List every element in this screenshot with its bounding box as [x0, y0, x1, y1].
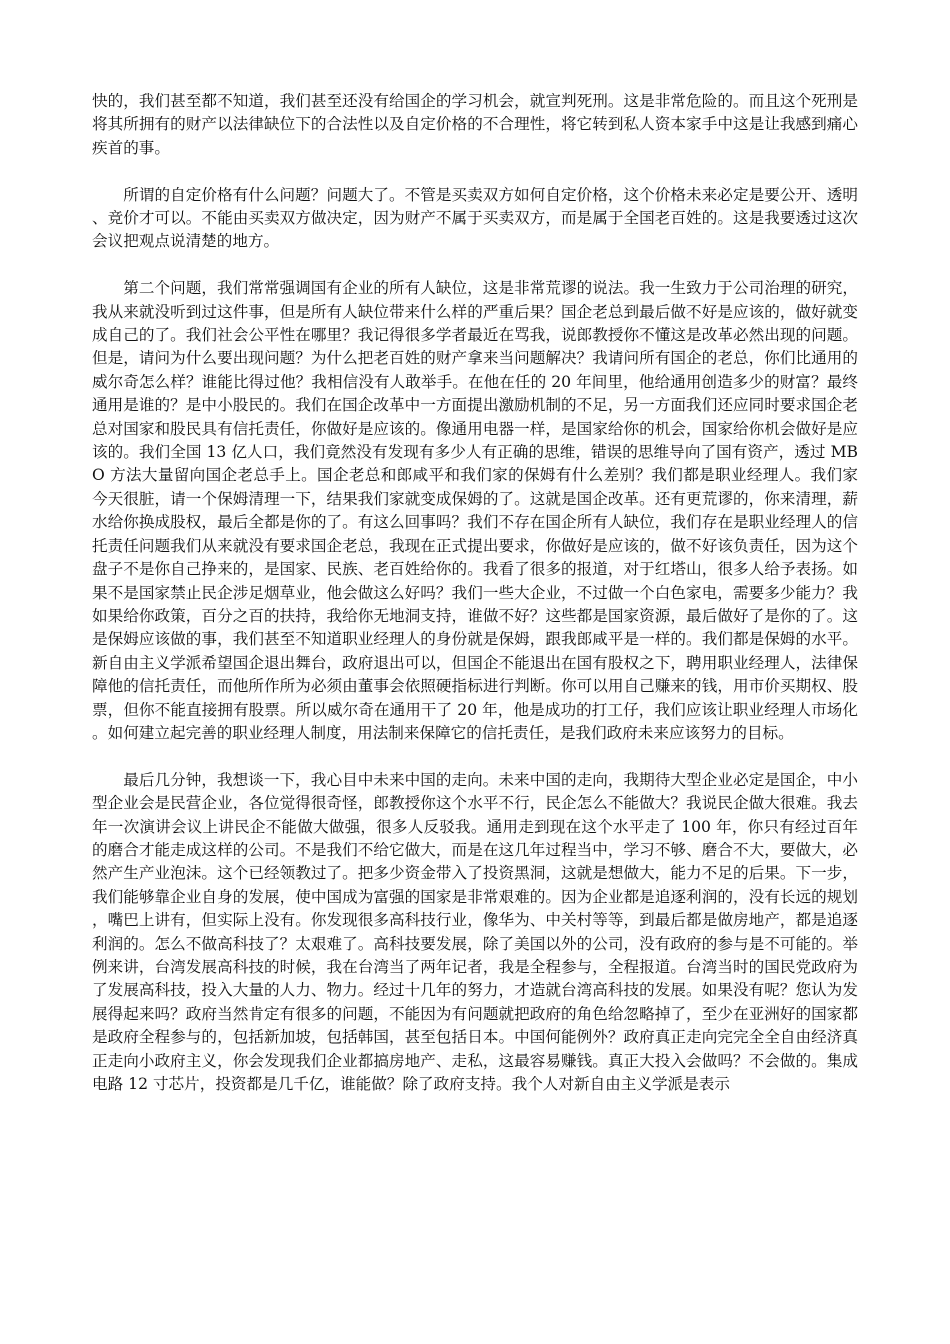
paragraph-1: 快的，我们甚至都不知道，我们甚至还没有给国企的学习机会，就宣判死刑。这是非常危险的。而且这个死刑是将其所拥有的财产以法律缺位下的合法性以及自定价格的不合理性，将它转到私人资本家手中这是让我感到痛心疾首的事。	[92, 92, 858, 157]
paragraph-2: 所谓的自定价格有什么问题？问题大了。不管是买卖双方如何自定价格，这个价格未来必定是要公开、透明、竞价才可以。不能由买卖双方做决定，因为财产不属于买卖双方，而是属于全国老百姓的。这是我要透过这次会议把观点说清楚的地方。	[92, 185, 858, 251]
paragraph-3: 第二个问题，我们常常强调国有企业的所有人缺位，这是非常荒谬的说法。我一生致力于公司治理的研究，我从来就没听到过这件事，但是所有人缺位带来什么样的严重后果？国企老总到最后做不好是应该的，做好就变成自己的了。我们社会公平性在哪里？我记得很多学者最近在骂我，说郎教授你不懂这是改革必然出现的问题。但是，请问为什么要出现问题？为什么把老百姓的财产拿来当问题解决？我请问所有国企的老总，你们比通用的威尔奇怎么样？谁能比得过他？我相信没有人敢举手。在他在任的 20 年间里，他给通用创造多少的财富？最终通用是谁的？是中小股民的。我们在国企改革中一方面提出激励机制的不足，另一方面我们还应同时要求国企老总对国家和股民具有信托责任，你做好是应该的。像通用电器一样，是国家给你的机会，国家给你机会做好是应该的。我们全国 13 亿人口，我们竟然没有发现有多少人有正确的思维，错误的思维导向了国有资产，透过 MBO 方法大量留向国企老总手上。国企老总和郎咸平和我们家的保姆有什么差别？我们都是职业经理人。我们家今天很脏，请一个保姆清理一下，结果我们家就变成保姆的了。这就是国企改革。还有更荒谬的，你来清理，薪水给你换成股权，最后全都是你的了。有这么回事吗？我们不存在国企所有人缺位，我们存在是职业经理人的信托责任问题我们从来就没有要求国企老总，我现在正式提出要求，你做好是应该的，做不好该负责任，因为这个盘子不是你自己挣来的，是国家、民族、老百姓给你的。我看了很多的报道，对于红塔山，很多人给予表扬。如果不是国家禁止民企涉足烟草业，他会做这么好吗？我们一些大企业，不过做一个白色家电，需要多少能力？我如果给你政策，百分之百的扶持，我给你无地洞支持，谁做不好？这些都是国家资源，最后做好了是你的了。这是保姆应该做的事，我们甚至不知道职业经理人的身份就是保姆，跟我郎咸平是一样的。我们都是保姆的水平。新自由主义学派希望国企退出舞台，政府退出可以，但国企不能退出在国有股权之下，聘用职业经理人，法律保障他的信托责任，而他所作所为必须由董事会依照硬指标进行判断。你可以用自己赚来的钱，用市价买期权、股票，但你不能直接拥有股票。所以威尔奇在通用干了 20 年，他是成功的打工仔，我们应该让职业经理人市场化。如何建立起完善的职业经理人制度，用法制来保障它的信托责任，是我们政府未来应该努力的目标。	[92, 279, 858, 742]
paragraph-4: 最后几分钟，我想谈一下，我心目中未来中国的走向。未来中国的走向，我期待大型企业必定是国企，中小型企业会是民营企业，各位觉得很奇怪，郎教授你这个水平不行，民企怎么不能做大？我说民企做大很难。我去年一次演讲会议上讲民企不能做大做强，很多人反驳我。通用走到现在这个水平走了 100 年，你只有经过百年的磨合才能走成这样的公司。不是我们不给它做大，而是在这几年过程当中，学习不够、磨合不大，要做大，必然产生产业泡沫。这个已经领教过了。把多少资金带入了投资黑洞，这就是想做大，能力不足的后果。下一步，我们能够靠企业自身的发展，使中国成为富强的国家是非常艰难的。因为企业都是追逐利润的，没有长远的规划，嘴巴上讲有，但实际上没有。你发现很多高科技行业，像华为、中关村等等，到最后都是做房地产，都是追逐利润的。怎么不做高科技了？太艰难了。高科技要发展，除了美国以外的公司，没有政府的参与是不可能的。举例来讲，台湾发展高科技的时候，我在台湾当了两年记者，我是全程参与，全程报道。台湾当时的国民党政府为了发展高科技，投入大量的人力、物力。经过十几年的努力，才造就台湾高科技的发展。如果没有呢？您认为发展得起来吗？政府当然肯定有很多的问题，不能因为有问题就把政府的角色给忽略掉了，至少在亚洲好的国家都是政府全程参与的，包括新加坡，包括韩国，甚至包括日本。中国何能例外？政府真正走向完完全全自由经济真正走向小政府主义，你会发现我们企业都搞房地产、走私，这最容易赚钱。真正大投入会做吗？不会做的。集成电路 12 寸芯片，投资都是几千亿，谁能做？除了政府支持。我个人对新自由主义学派是表示	[92, 770, 858, 1094]
body-text	[92, 90, 858, 1120]
